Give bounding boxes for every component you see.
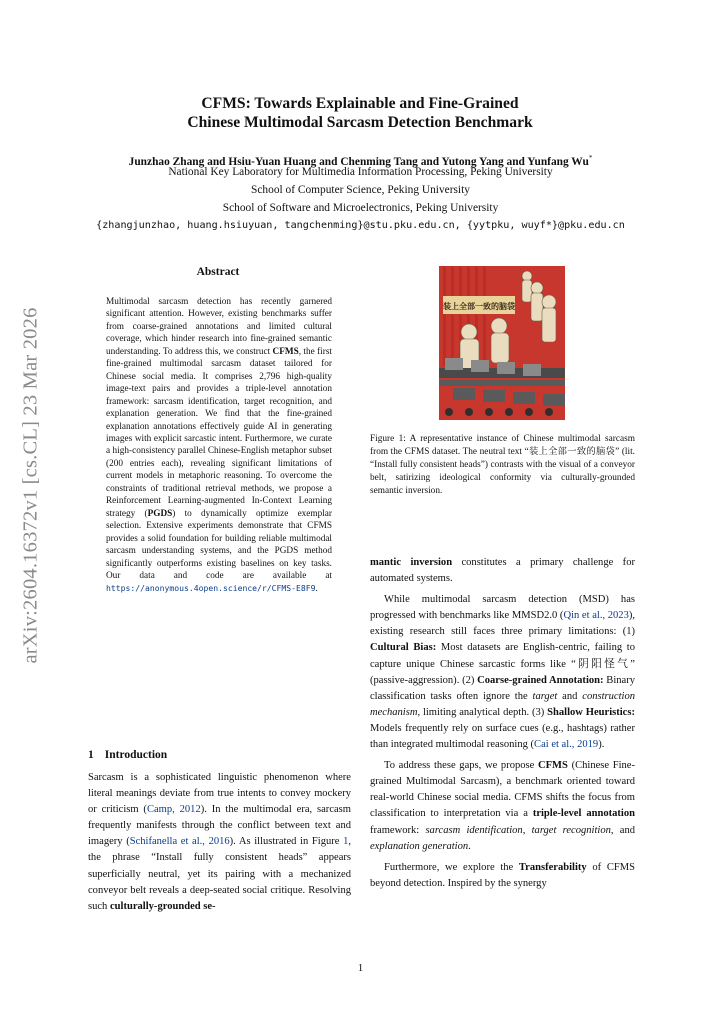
page-number: 1 xyxy=(357,962,364,974)
affiliation-2: School of Computer Science, Peking University xyxy=(251,184,470,196)
figure-1-image xyxy=(439,266,565,420)
paper-title xyxy=(60,94,660,132)
citation-link[interactable]: Schifanella et al., 2016 xyxy=(129,836,230,848)
figure-1-caption: Figure 1: A representative instance of Chinese multimodal sarcasm from the CFMS dataset. The neutral text “装上全部一致的脑袋” (lit. “Install fully consistent heads”) contrasts with the visual of a conveyor belt, satirizing ideological conformity via culturally-grounded semantic inversion. xyxy=(370,434,635,496)
title-line-2: Chinese Multimodal Sarcasm Detection Benchmark xyxy=(187,114,533,131)
affiliation-1: National Key Laboratory for Multimedia Information Processing, Peking University xyxy=(168,166,553,178)
section-heading-introduction: 1 Introduction xyxy=(88,749,168,761)
introduction-left-column: Sarcasm is a sophisticated linguistic phenomenon where literal meanings deviate from true intents to convey mockery or criticism (Camp, 2012). In the multimodal era, sarcasm frequently manifests through the conflict between text and imagery (Schifanella et al., 2016). As illustrated in Figure 1, the phrase “Install fully consistent heads” appears superficially neutral, yet its pairing with a mechanized conveyor belt reveals a deep-seated social critique. Resolving such culturally-grounded se- xyxy=(88,772,351,912)
author-names: Junzhao Zhang and Hsiu-Yuan Huang and Chenming Tang and Yutong Yang and Yunfang Wu xyxy=(128,155,589,168)
propaganda-poster-illustration xyxy=(439,266,565,420)
figure-reference-link[interactable]: 1 xyxy=(343,836,349,848)
citation-link[interactable]: Camp, 2012 xyxy=(146,804,201,816)
arxiv-identifier-stamp xyxy=(16,290,46,680)
corresponding-author-marker: * xyxy=(588,154,593,162)
citation-link[interactable]: Qin et al., 2023 xyxy=(563,610,629,622)
code-url-link[interactable]: https://anonymous.4open.science/r/CFMS-E8F9 xyxy=(106,583,316,594)
citation-link[interactable]: Cai et al., 2019 xyxy=(534,739,599,751)
abstract-heading: Abstract xyxy=(196,266,240,278)
arxiv-stamp-text: arXiv:2604.16372v1 [cs.CL] 23 Mar 2026 xyxy=(19,306,42,664)
right-column-text: mantic inversion constitutes a primary challenge for automated systems. While multimodal sarcasm detection (MSD) has progressed with benchmarks like MMSD2.0 (Qin et al., 2023), existing research still faces three primary limitations: (1) Cultural Bias: Most datasets are English-centric, failing to capture unique Chinese sarcastic forms like “阴阳怪气” (passive-aggression). (2) Coarse-grained Annotation: Binary classification tasks often ignore the target and construction mechanism, limiting analytical depth. (3) Shallow Heuristics: Models frequently rely on surface cues (e.g., hashtags) rather than integrated multimodal reasoning (Cai et al., 2019). To address these gaps, we propose CFMS (Chinese Fine-grained Multimodal Sarcasm), a benchmark oriented toward real-world Chinese social media. CFMS shifts the focus from classification to interpretation via a triple-level annotation framework: sarcasm identification, target recognition, and explanation generation. Furthermore, we explore the Transferability of CFMS beyond detection. Inspired by the synergy xyxy=(370,557,636,889)
poster-slogan-text: 装上全部一致的脑袋 xyxy=(443,302,515,311)
abstract-body: Multimodal sarcasm detection has recently garnered significant attention. However, existing benchmarks suffer from coarse-grained annotations and limited cultural coverage, which hinder research into fine-grained semantic understanding. To address this, we construct CFMS, the first fine-grained multimodal sarcasm dataset tailored for Chinese social media. It comprises 2,796 high-quality image-text pairs and provides a triple-level annotation framework: sarcasm identification, target recognition, and explanation generation. We find that the fine-grained explanation annotations effectively guide AI in generating images with explicit sarcastic intent. Furthermore, we curate a high-consistency parallel Chinese-English metaphor subset (200 entries each), revealing significant limitations of current models in metaphoric reasoning. To overcome the constraints of traditional retrieval methods, we propose a Reinforcement Learning-augmented In-Context Learning strategy (PGDS) to dynamically optimize exemplar selection. Extensive experiments demonstrate that CFMS provides a solid foundation for building reliable multimodal sarcasm understanding systems, and the PGDS method significantly outperforms existing baselines on key tasks. Our data and code are available at https://anonymous.4open.science/r/CFMS-E8F9. xyxy=(106,297,333,595)
affiliation-3: School of Software and Microelectronics, Peking University xyxy=(222,202,499,214)
title-line-1: CFMS: Towards Explainable and Fine-Grained xyxy=(201,95,519,112)
author-emails: {zhangjunzhao, huang.hsiuyuan, tangchenming}@stu.pku.edu.cn, {yytpku, wuyf*}@pku.edu.cn xyxy=(96,220,625,231)
